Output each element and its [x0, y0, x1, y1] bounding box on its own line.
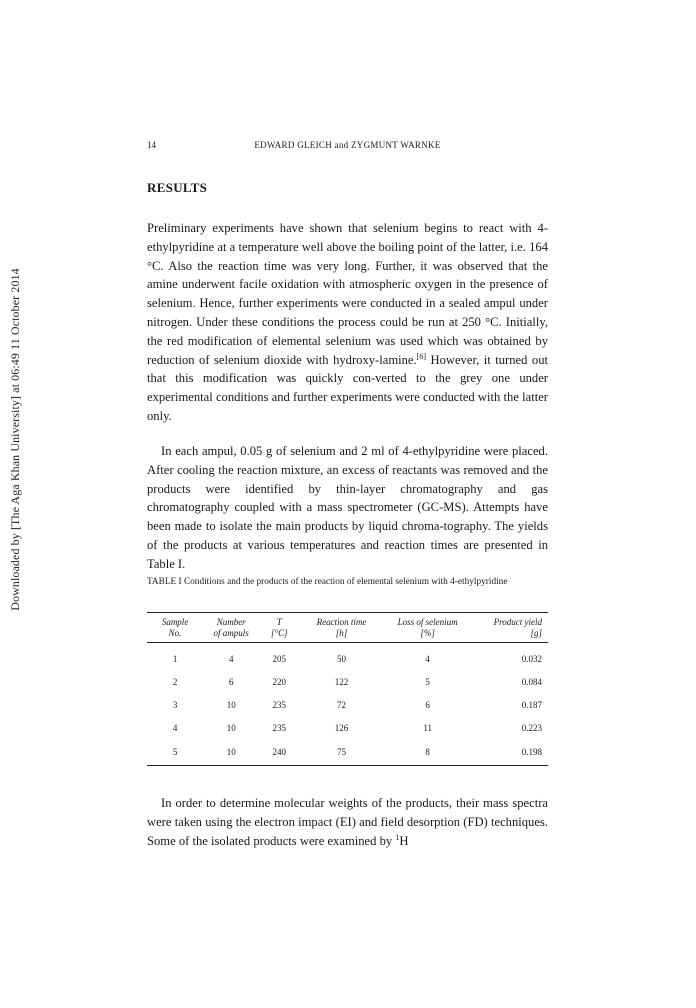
table-cell: 0.084	[521, 676, 542, 687]
table-header-row	[147, 613, 548, 643]
table-cell: 126	[334, 722, 349, 733]
paragraph-3	[147, 794, 548, 850]
table-cell: 50	[336, 653, 346, 664]
table-cell: 0.187	[521, 699, 542, 710]
isotope-superscript: 1	[395, 832, 400, 842]
running-head: EDWARD GLEICH and ZYGMUNT WARNKE	[254, 140, 441, 150]
table-cell: 5	[147, 739, 203, 766]
table-row	[147, 693, 548, 716]
paragraph-1-text-continued: However, it turned out that this modification was quickly con-verted to the grey one under experimental conditions and further experiments were conducted with the latter only.	[147, 352, 548, 423]
table-cell: 1	[172, 653, 178, 664]
table-cell: 4	[228, 653, 234, 664]
paragraph-1-text: Preliminary experiments have shown that selenium begins to react with 4-ethylpyridine at a temperature well above the boiling point of the latter, i.e. 164 °C. Also the reaction time was very long. Further, it was observed that the amine underwent facile oxidation with atmospheric oxygen in the presence of selenium. Hence, further experiments were conducted in a sealed ampul under nitrogen. Under these conditions the process could be run at 250 °C. Initially, the red modification of elemental selenium was used which was obtained by reduction of selenium dioxide with hydroxy-lamine.	[147, 221, 548, 367]
column-header-sample: Sample No.	[147, 613, 203, 643]
paragraph-3-text-end: H	[399, 833, 409, 848]
paragraph-3-text: In order to determine molecular weights of the products, their mass spectra were taken using the electron impact (EI) and field desorption (FD) techniques. Some of the isolated products were examined by	[147, 796, 548, 848]
column-header-loss-of-selenium: Loss of selenium [%]	[384, 613, 472, 643]
download-watermark	[3, 198, 27, 680]
citation-reference: [6]	[416, 351, 426, 361]
section-heading: RESULTS	[147, 180, 208, 195]
table-cell: 122	[334, 676, 349, 687]
table-cell: 220	[272, 676, 287, 687]
table-cell: 4	[425, 653, 430, 664]
table-cell: 11	[423, 722, 432, 733]
table-caption: TABLE I Conditions and the products of the reaction of elemental selenium with 4-ethylpyridine	[147, 577, 508, 587]
table-cell: 75	[299, 739, 383, 766]
table-cell: 6	[425, 699, 430, 710]
table-cell: 0.223	[521, 722, 542, 733]
table-cell: 10	[203, 739, 259, 766]
page-header	[147, 140, 548, 154]
table-row	[147, 670, 548, 693]
table-cell: 5	[425, 676, 430, 687]
table-cell: 6	[228, 676, 234, 687]
table-cell: 205	[272, 653, 287, 664]
table-cell: 4	[172, 722, 178, 733]
table-cell: 235	[272, 722, 287, 733]
page-number: 14	[147, 140, 156, 150]
column-header-reaction-time: Reaction time [h]	[299, 613, 383, 643]
paragraph-2: In each ampul, 0.05 g of selenium and 2 ml of 4-ethylpyridine were placed. After cooling the reaction mixture, an excess of reactants was removed and the products were identified by thin-layer chromatography and gas chromatography coupled with a mass spectrometer (GC-MS). Attempts have been made to isolate the main products by liquid chroma-tography. The yields of the products at various temperatures and reaction times are presented in Table I.	[147, 444, 548, 571]
table-cell: 2	[172, 676, 178, 687]
table-body	[147, 643, 548, 766]
table-cell: 3	[172, 699, 178, 710]
column-header-product-yield: Product yield [g]	[472, 613, 548, 643]
table-cell: 0.198	[472, 739, 548, 766]
download-watermark-text: Downloaded by [The Aga Khan University] at 06:49 11 October 2014	[7, 267, 22, 611]
table-cell: 72	[336, 699, 346, 710]
column-header-temperature: T [°C]	[259, 613, 299, 643]
table-header	[147, 613, 548, 643]
results-table	[147, 612, 548, 766]
table-cell: 10	[226, 699, 236, 710]
column-header-number: Number of ampuls	[203, 613, 259, 643]
table-cell: 8	[384, 739, 472, 766]
table-row	[147, 716, 548, 739]
table-cell: 0.032	[521, 653, 542, 664]
table-cell: 10	[226, 722, 236, 733]
table-row	[147, 739, 548, 766]
table-cell: 240	[259, 739, 299, 766]
table-cell: 235	[272, 699, 287, 710]
paragraph-1	[147, 219, 548, 426]
table-row	[147, 643, 548, 671]
